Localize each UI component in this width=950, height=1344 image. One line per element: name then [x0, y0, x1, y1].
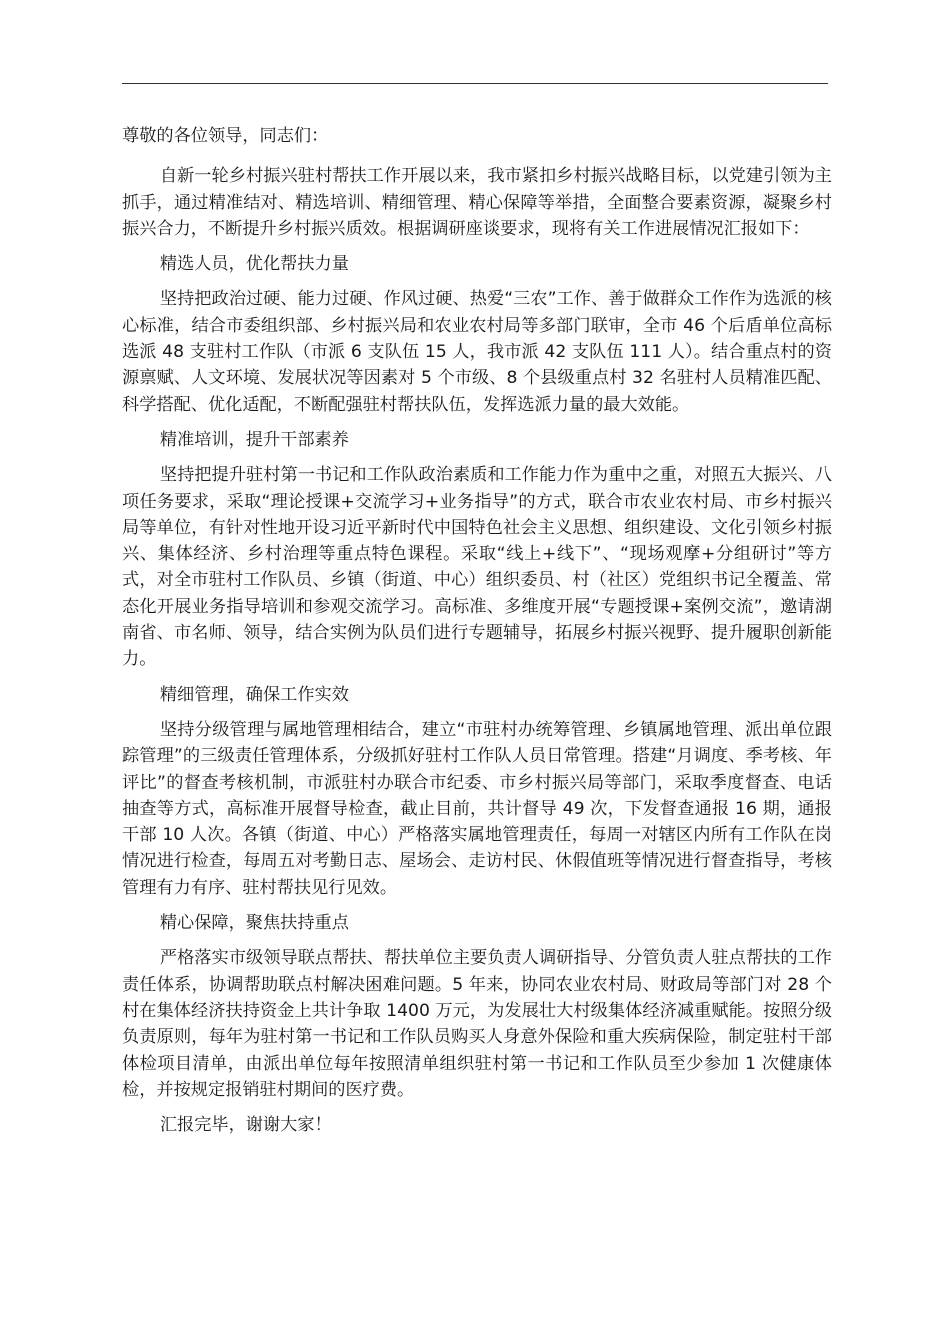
- closing-line: 汇报完毕，谢谢大家！: [159, 1115, 332, 1136]
- salutation: 尊敬的各位领导，同志们：: [122, 126, 329, 146]
- section-heading-management: 精细管理，确保工作实效: [159, 684, 349, 705]
- section-heading-support: 精心保障，聚焦扶持重点: [159, 913, 349, 934]
- body-paragraph-training: 坚持把提升驻村第一书记和工作队政治素质和工作能力作为重中之重，对照五大振兴、八项任务要求，采取“理论授课+交流学习+业务指导”的方式，联合市农业农村局、市乡村振兴局等单位，有针对性地开设习近平新时代中国特色社会主义思想、组织建设、文化引领乡村振兴、集体经济、乡村治理等重点特色课程。采取“线上+线下”、“现场观摩+分组研讨”等方式，对全市驻村工作队员、乡镇（街道、中心）组织委员、村（社区）党组织书记全覆盖、常态化开展业务指导培训和参观交流学习。高标准、多维度开展“专题授课+案例交流”，邀请湖南省、市名师、领导，结合实例为队员们进行专题辅导，拓展乡村振兴视野、提升履职创新能力。: [122, 465, 832, 670]
- body-paragraph-support: 严格落实市级领导联点帮扶、帮扶单位主要负责人调研指导、分管负责人驻点帮扶的工作责任体系，协调帮助联点村解决困难问题。5 年来，协同农业农村局、财政局等部门对 28 个村在集体经济扶持资金上共计争取 1400 万元，为发展壮大村级集体经济减重赋能。按照分级负责原则，每年为驻村第一书记和工作队员购买人身意外保险和重大疾病保险，制定驻村干部体检项目清单，由派出单位每年按照清单组织驻村第一书记和工作队员至少参加 1 次健康体检，并按规定报销驻村期间的医疗费。: [122, 948, 832, 1100]
- body-paragraph-personnel: 坚持把政治过硬、能力过硬、作风过硬、热爱“三农”工作、善于做群众工作作为选派的核心标准，结合市委组织部、乡村振兴局和农业农村局等多部门联审，全市 46 个后盾单位高标选派 48 支驻村工作队（市派 6 支队伍 15 人，我市派 42 支队伍 111 人）。结合重点村的资源禀赋、人文环境、发展状况等因素对 5 个市级、8 个县级重点村 32 名驻村人员精准匹配、科学搭配、优化适配，不断配强驻村帮扶队伍，发挥选派力量的最大效能。: [122, 289, 832, 415]
- body-paragraph-management: 坚持分级管理与属地管理相结合，建立“市驻村办统筹管理、乡镇属地管理、派出单位跟踪管理”的三级责任管理体系，分级抓好驻村工作队人员日常管理。搭建“月调度、季考核、年评比”的督查考核机制，市派驻村办联合市纪委、市乡村振兴局等部门，采取季度督查、电话抽查等方式，高标准开展督导检查，截止目前，共计督导 49 次，下发督查通报 16 期，通报干部 10 人次。各镇（街道、中心）严格落实属地管理责任，每周一对辖区内所有工作队在岗情况进行检查，每周五对考勤日志、屋场会、走访村民、休假值班等情况进行督查指导，考核管理有力有序、驻村帮扶见行见效。: [122, 719, 832, 898]
- section-heading-training: 精准培训，提升干部素养: [159, 429, 349, 450]
- header-rule: [122, 83, 828, 84]
- section-heading-personnel: 精选人员，优化帮扶力量: [159, 254, 349, 275]
- document-body: [122, 123, 832, 1147]
- intro-paragraph: 自新一轮乡村振兴驻村帮扶工作开展以来，我市紧扣乡村振兴战略目标，以党建引领为主抓手，通过精准结对、精选培训、精细管理、精心保障等举措，全面整合要素资源，凝聚乡村振兴合力，不断提升乡村振兴质效。根据调研座谈要求，现将有关工作进展情况汇报如下：: [122, 166, 832, 239]
